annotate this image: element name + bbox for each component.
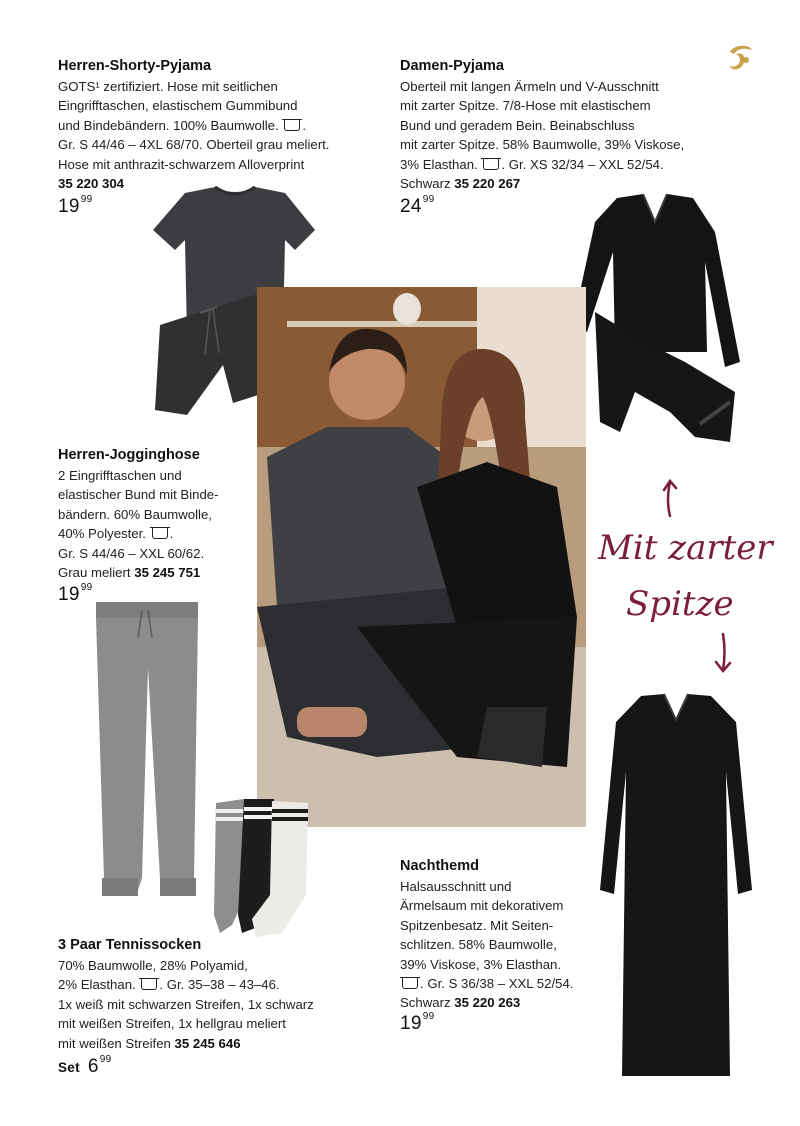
color-label: Schwarz xyxy=(400,176,451,192)
description-line: Bund und geradem Bein. Beinabschluss xyxy=(400,117,635,133)
price-label: Set xyxy=(58,1060,80,1075)
nachthemd-info xyxy=(400,856,573,1013)
description-line: Halsausschnitt und xyxy=(400,879,512,894)
herren-shorty-pyjama-info: Herren-Shorty-Pyjama GOTS¹ zertifiziert. Hose mit seitlichen Eingrifftaschen, elastischem Gummibund und Bindebändern. 100% Baumwolle. . Gr. S 44/46 – 4XL 68/70. Oberteil grau meliert. Hose mit anthrazit-schwarzem Alloverprint 35 220 304 xyxy=(58,56,329,193)
price: $19^{99}$ xyxy=(400,1010,435,1034)
article-number: 35 220 304 xyxy=(58,176,125,192)
wash-40-icon xyxy=(152,528,168,539)
wash-40-icon xyxy=(402,978,418,989)
description-line: Gr. S 44/46 – XXL 60/62. xyxy=(58,545,205,561)
nachthemd-image xyxy=(596,692,756,1078)
callout-line-1: Mit zarter xyxy=(598,528,773,568)
wash-40-icon xyxy=(483,159,499,170)
price: Set $6^{99}$ xyxy=(58,1053,112,1077)
size-range: . Gr. 35–38 – 43–46. xyxy=(159,977,280,993)
models-photo xyxy=(257,287,586,827)
callout-line-2: Spitze xyxy=(626,584,734,624)
description-line: mit weißen Streifen xyxy=(58,1035,171,1051)
size-range: . Gr. S 36/38 – XXL 52/54. xyxy=(420,976,574,992)
arrow-up-icon xyxy=(660,478,680,518)
description-line: Oberteil mit langen Ärmeln und V-Ausschnitt xyxy=(400,79,659,94)
wash-40-icon xyxy=(141,979,157,990)
article-number: 35 220 263 xyxy=(454,995,521,1011)
description-line: 2% Elasthan. xyxy=(58,977,136,993)
jogginghose-image xyxy=(92,598,202,900)
color-label: Schwarz xyxy=(400,995,451,1011)
damen-pyjama-info xyxy=(400,56,684,193)
description-line: 70% Baumwolle, 28% Polyamid, xyxy=(58,958,248,973)
description-line: bändern. 60% Baumwolle, xyxy=(58,506,212,522)
product-title: Damen-Pyjama xyxy=(400,58,504,74)
description-line: elastischer Bund mit Binde- xyxy=(58,487,219,503)
description-line: mit weißen Streifen, 1x hellgrau meliert xyxy=(58,1016,286,1032)
arrow-down-icon xyxy=(712,632,734,674)
tennissocken-image xyxy=(212,795,312,940)
description-line: und Bindebändern. 100% Baumwolle. xyxy=(58,117,279,133)
jogginghose-info: Herren-Jogginghose 2 Eingrifftaschen und elastischer Bund mit Binde- bändern. 60% Baumwolle, 40% Polyester. . Gr. S 44/46 – XXL 60/62. Grau meliert 35 245 751 xyxy=(58,447,219,581)
description-line: Hose mit anthrazit-schwarzem Alloverprint xyxy=(58,156,305,172)
product-title: Nachthemd xyxy=(400,858,479,874)
product-title: 3 Paar Tennissocken xyxy=(58,937,202,953)
product-title: Herren-Shorty-Pyjama xyxy=(58,58,212,74)
product-title: Herren-Jogginghose xyxy=(58,447,200,463)
color-label: Grau meliert xyxy=(58,565,131,581)
article-number: 35 220 267 xyxy=(454,176,521,192)
size-range: . Gr. XS 32/34 – XXL 52/54. xyxy=(501,156,664,172)
tchibo-logo-icon xyxy=(724,42,758,76)
tennissocken-info xyxy=(58,935,314,1053)
description-line: 3% Elasthan. xyxy=(400,156,478,172)
description-line: GOTS¹ zertifiziert. Hose mit seitlichen xyxy=(58,79,278,94)
price: $19^{99}$ xyxy=(58,193,93,217)
description-line: Spitzenbesatz. Mit Seiten- xyxy=(400,917,554,933)
price: $19^{99}$ xyxy=(58,581,93,605)
description-line: mit zarter Spitze. 7/8-Hose mit elastischem xyxy=(400,98,651,114)
description-line: mit zarter Spitze. 58% Baumwolle, 39% Viskose, xyxy=(400,137,685,153)
description-line: Ärmelsaum mit dekorativem xyxy=(400,898,564,914)
price: $24^{99}$ xyxy=(400,193,435,217)
description-line: Gr. S 44/46 – 4XL 68/70. Oberteil grau meliert. xyxy=(58,137,330,153)
description-line: schlitzen. 58% Baumwolle, xyxy=(400,937,557,953)
description-line: 1x weiß mit schwarzen Streifen, 1x schwarz xyxy=(58,996,314,1012)
damen-pyjama-image xyxy=(565,192,745,447)
wash-40-icon xyxy=(284,120,300,131)
article-number: 35 245 751 xyxy=(134,565,201,581)
description-line: 40% Polyester. xyxy=(58,526,146,542)
description-line: 2 Eingrifftaschen und xyxy=(58,468,182,483)
description-line: Eingrifftaschen, elastischem Gummibund xyxy=(58,98,298,114)
article-number: 35 245 646 xyxy=(174,1035,241,1051)
description-line: 39% Viskose, 3% Elasthan. xyxy=(400,956,562,972)
